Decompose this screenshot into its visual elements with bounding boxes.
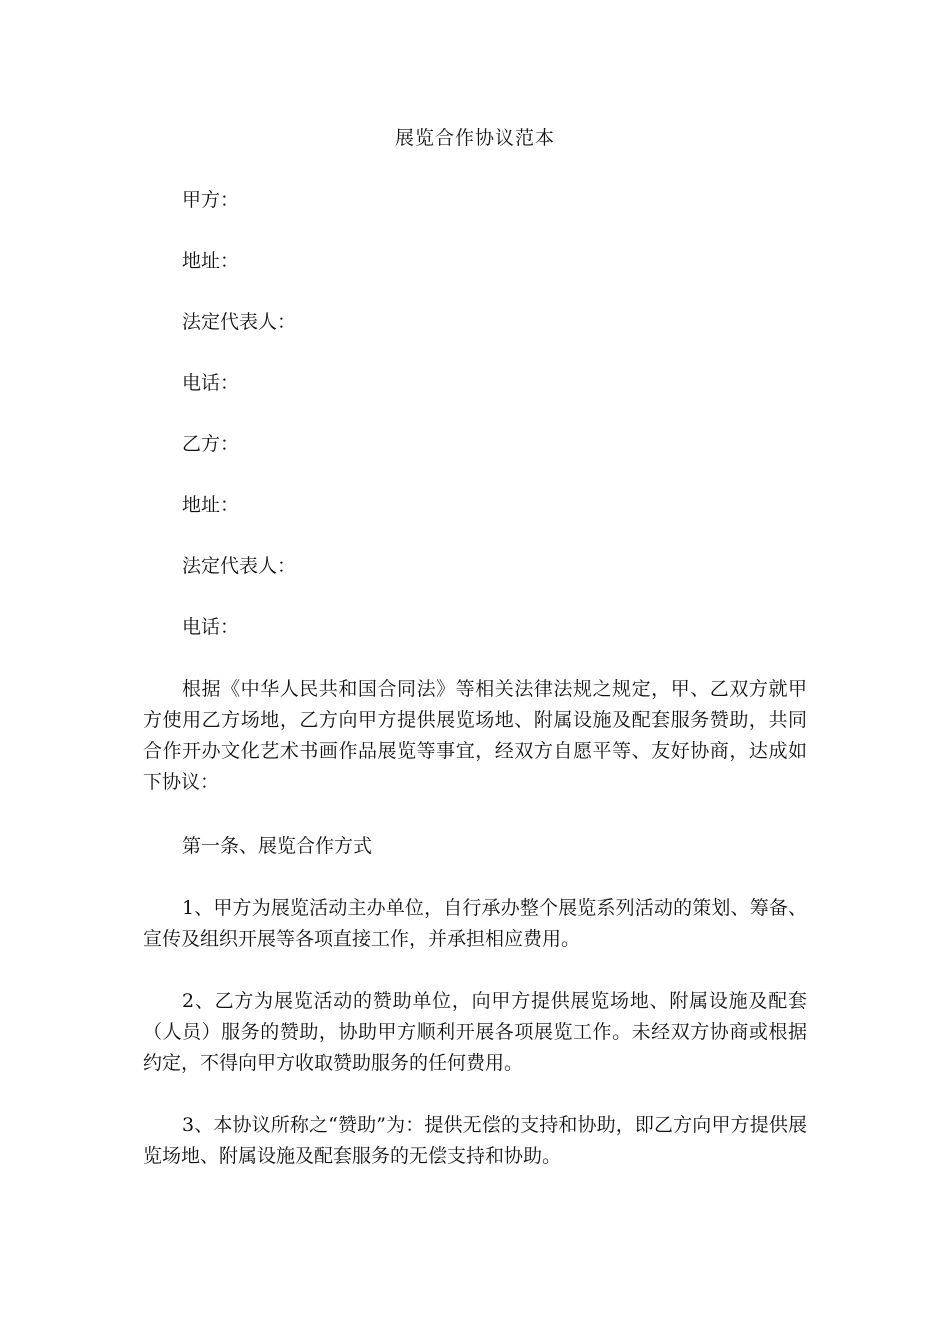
article-1-heading: 第一条、展览合作方式 (182, 835, 373, 857)
party-b-label: 乙方： (182, 433, 240, 455)
party-b-representative-label: 法定代表人： (182, 555, 297, 577)
intro-paragraph: 根据《中华人民共和国合同法》等相关法律法规之规定，甲、乙双方就甲方使用乙方场地，乙方向甲方提供展览场地、附属设施及配套服务赞助，共同合作开办文化艺术书画作品展览等事宜，经双方自愿平等、友好协商，达成如下协议： (143, 678, 807, 793)
party-b-phone-label: 电话： (182, 616, 240, 638)
party-a-representative-label: 法定代表人： (182, 311, 297, 333)
party-a-address-label: 地址： (182, 250, 240, 272)
document-title: 展览合作协议范本 (394, 127, 555, 149)
party-b-address-label: 地址： (182, 494, 240, 516)
party-a-label: 甲方： (182, 189, 240, 211)
clause-2-paragraph: 2、乙方为展览活动的赞助单位，向甲方提供展览场地、附属设施及配套（人员）服务的赞助，协助甲方顺利开展各项展览工作。未经双方协商或根据约定，不得向甲方收取赞助服务的任何费用。 (143, 990, 807, 1074)
clause-1-paragraph: 1、甲方为展览活动主办单位，自行承办整个展览系列活动的策划、筹备、宣传及组织开展等各项直接工作，并承担相应费用。 (143, 897, 807, 950)
party-a-phone-label: 电话： (182, 372, 240, 394)
clause-3-paragraph: 3、本协议所称之“赞助”为：提供无偿的支持和协助，即乙方向甲方提供展览场地、附属设施及配套服务的无偿支持和协助。 (143, 1114, 807, 1167)
